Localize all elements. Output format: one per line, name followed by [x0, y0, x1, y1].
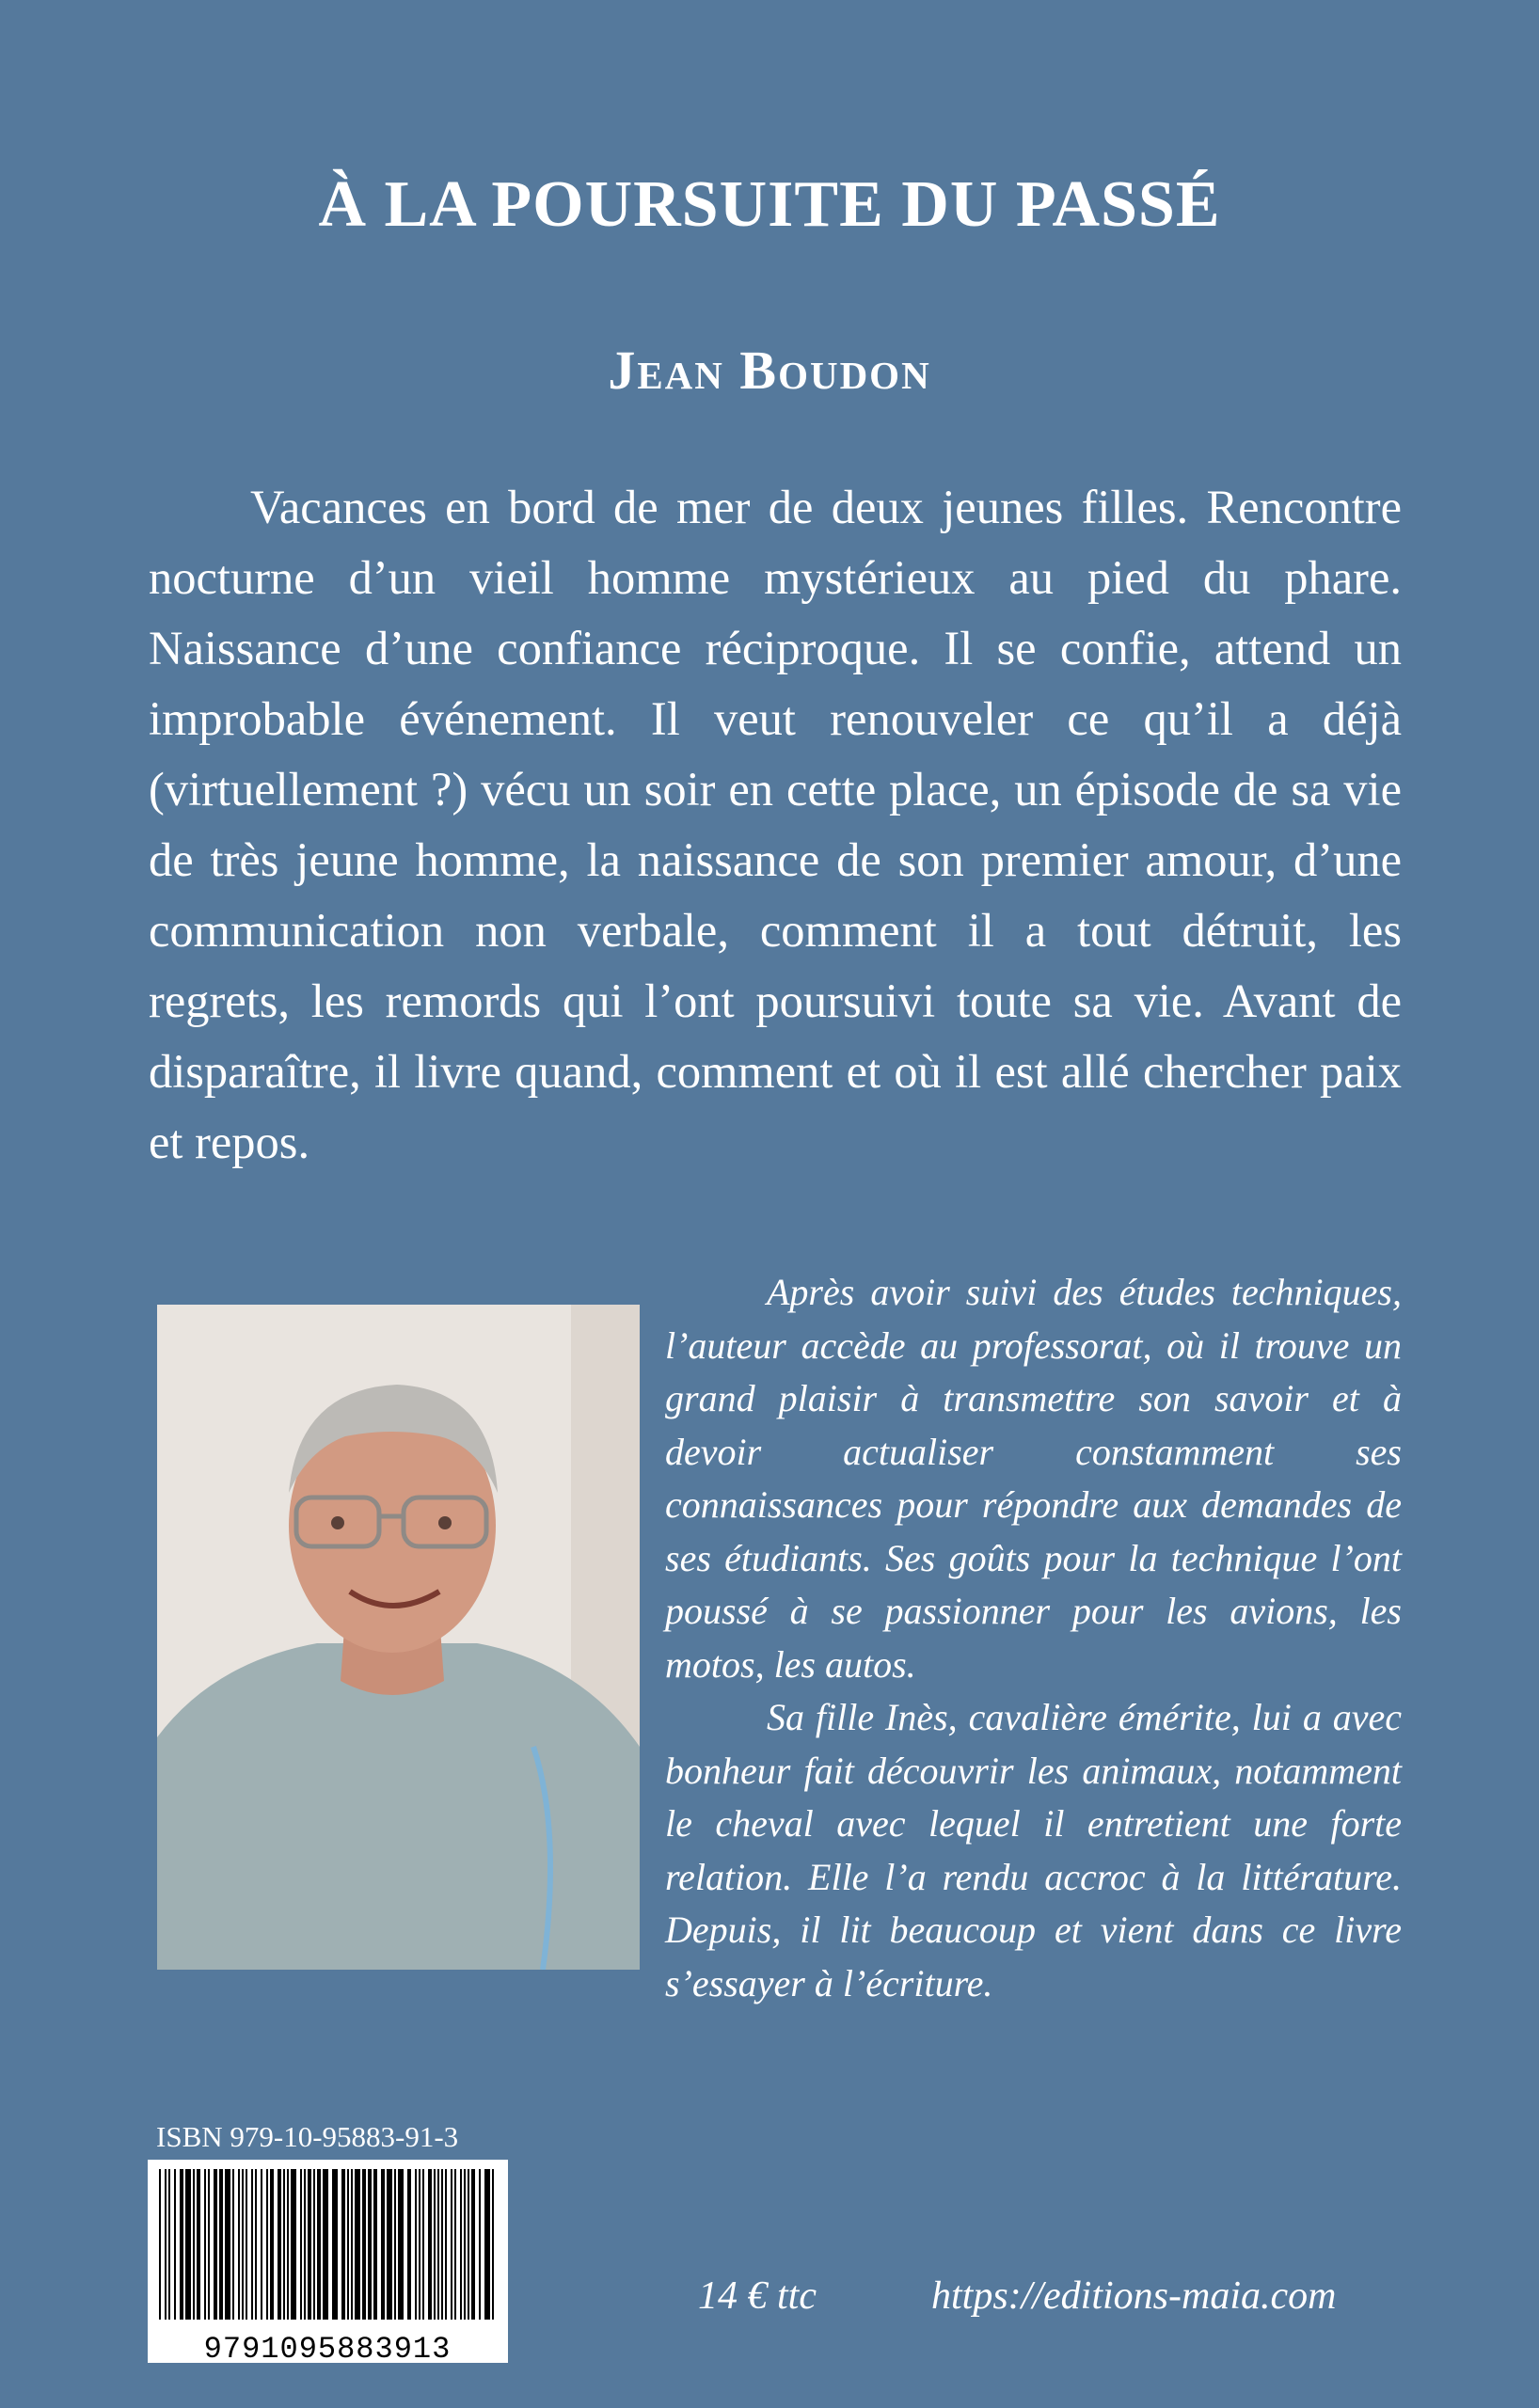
- price: 14 € ttc: [698, 2274, 817, 2318]
- publisher-url[interactable]: https://editions-maia.com: [931, 2274, 1337, 2318]
- barcode-bar: [471, 2169, 475, 2320]
- author-biography: [665, 1266, 1402, 2010]
- bio-paragraph: Après avoir suivi des études techniques, l’auteur accède au professorat, où il trouve un grand plaisir à transmettre son savoir et à devoir actualiser constamment ses connaissances pour répondre aux demandes de ses étudiants. Ses goûts pour la technique l’ont poussé à se passionner pour les avions, les motos, les autos.: [665, 1271, 1402, 1686]
- barcode-bar: [165, 2169, 167, 2320]
- barcode-bar: [197, 2169, 200, 2320]
- barcode-bar: [441, 2169, 443, 2320]
- barcode-bar: [419, 2169, 420, 2320]
- barcode-bar: [313, 2169, 315, 2320]
- barcode-bar: [193, 2169, 195, 2320]
- barcode-bar: [204, 2169, 206, 2320]
- barcode-bar: [355, 2169, 360, 2320]
- barcode-bar: [484, 2169, 490, 2320]
- barcode-bar: [451, 2169, 452, 2320]
- barcode-bar: [394, 2169, 396, 2320]
- barcode-bar: [180, 2169, 183, 2320]
- barcode-bar: [232, 2169, 234, 2320]
- barcode-bar: [159, 2169, 161, 2320]
- barcode-bar: [266, 2169, 268, 2320]
- barcode-bar: [304, 2169, 306, 2320]
- barcode-digits: 9791095883913: [203, 2332, 452, 2363]
- back-cover-blurb: [149, 472, 1402, 1178]
- barcode-bar: [255, 2169, 257, 2320]
- barcode-bar: [214, 2169, 217, 2320]
- barcode-bar: [287, 2169, 289, 2320]
- barcode-bar: [368, 2169, 372, 2320]
- author-photo: [157, 1305, 640, 1970]
- isbn-label: ISBN 979-10-95883-91-3: [156, 2120, 459, 2153]
- barcode-bar: [251, 2169, 253, 2320]
- barcode-bar: [168, 2169, 170, 2320]
- barcode-bar: [434, 2169, 436, 2320]
- barcode-bar: [208, 2169, 210, 2320]
- barcode-bar: [387, 2169, 392, 2320]
- barcode-bar: [291, 2169, 296, 2320]
- barcode-bar: [460, 2169, 462, 2320]
- barcode-bar: [362, 2169, 366, 2320]
- barcode-bar: [445, 2169, 447, 2320]
- barcode-bar: [283, 2169, 285, 2320]
- author-name: Jean Boudon: [608, 340, 931, 401]
- barcode-bar: [246, 2169, 247, 2320]
- barcode-bar: [332, 2169, 338, 2320]
- barcode-bar: [270, 2169, 274, 2320]
- book-title: À LA POURSUITE DU PASSÉ: [318, 168, 1221, 241]
- barcode-bar: [219, 2169, 223, 2320]
- barcode-bar: [300, 2169, 302, 2320]
- barcode: [148, 2160, 508, 2363]
- barcode-bar: [278, 2169, 281, 2320]
- barcode-bar: [398, 2169, 404, 2320]
- barcode-bar: [323, 2169, 328, 2320]
- barcode-bar: [317, 2169, 321, 2320]
- barcode-bar: [437, 2169, 439, 2320]
- barcode-bar: [308, 2169, 311, 2320]
- barcode-bar: [174, 2169, 176, 2320]
- barcode-bar: [454, 2169, 456, 2320]
- bio-paragraph: Sa fille Inès, cavalière émérite, lui a avec bonheur fait découvrir les animaux, notamment le cheval avec lequel il entretient une forte relation. Elle l’a rendu accroc à la littérature. Depuis, il lit beaucoup et vient dans ce livre s’essayer à l’écriture.: [665, 1696, 1402, 2004]
- barcode-bar: [415, 2169, 417, 2320]
- barcode-bar: [464, 2169, 466, 2320]
- barcode-bar: [428, 2169, 432, 2320]
- barcode-bar: [468, 2169, 469, 2320]
- blurb-paragraph: Vacances en bord de mer de deux jeunes filles. Rencontre nocturne d’un vieil homme mystérieux au pied du phare. Naissance d’une confiance réciproque. Il se confie, attend un improbable événement. Il veut renouveler ce qu’il a déjà (virtuellement ?) vécu un soir en cette place, un épisode de sa vie de très jeune homme, la naissance de son premier amour, d’une communication non verbale, comment il a tout détruit, les regrets, les remords qui l’ont poursuivi toute sa vie. Avant de disparaître, il livre quand, comment et où il est allé chercher paix et repos.: [149, 481, 1402, 1168]
- barcode-bar: [479, 2169, 481, 2320]
- barcode-bar: [351, 2169, 353, 2320]
- barcode-bar: [238, 2169, 240, 2320]
- barcode-bar: [492, 2169, 494, 2320]
- barcode-bar: [381, 2169, 385, 2320]
- barcode-bar: [407, 2169, 411, 2320]
- barcode-bar: [242, 2169, 244, 2320]
- barcode-bar: [261, 2169, 262, 2320]
- barcode-bar: [341, 2169, 345, 2320]
- barcode-bar: [225, 2169, 230, 2320]
- barcode-bar: [185, 2169, 191, 2320]
- barcode-bar: [347, 2169, 349, 2320]
- barcode-bar: [422, 2169, 424, 2320]
- barcode-bar: [373, 2169, 377, 2320]
